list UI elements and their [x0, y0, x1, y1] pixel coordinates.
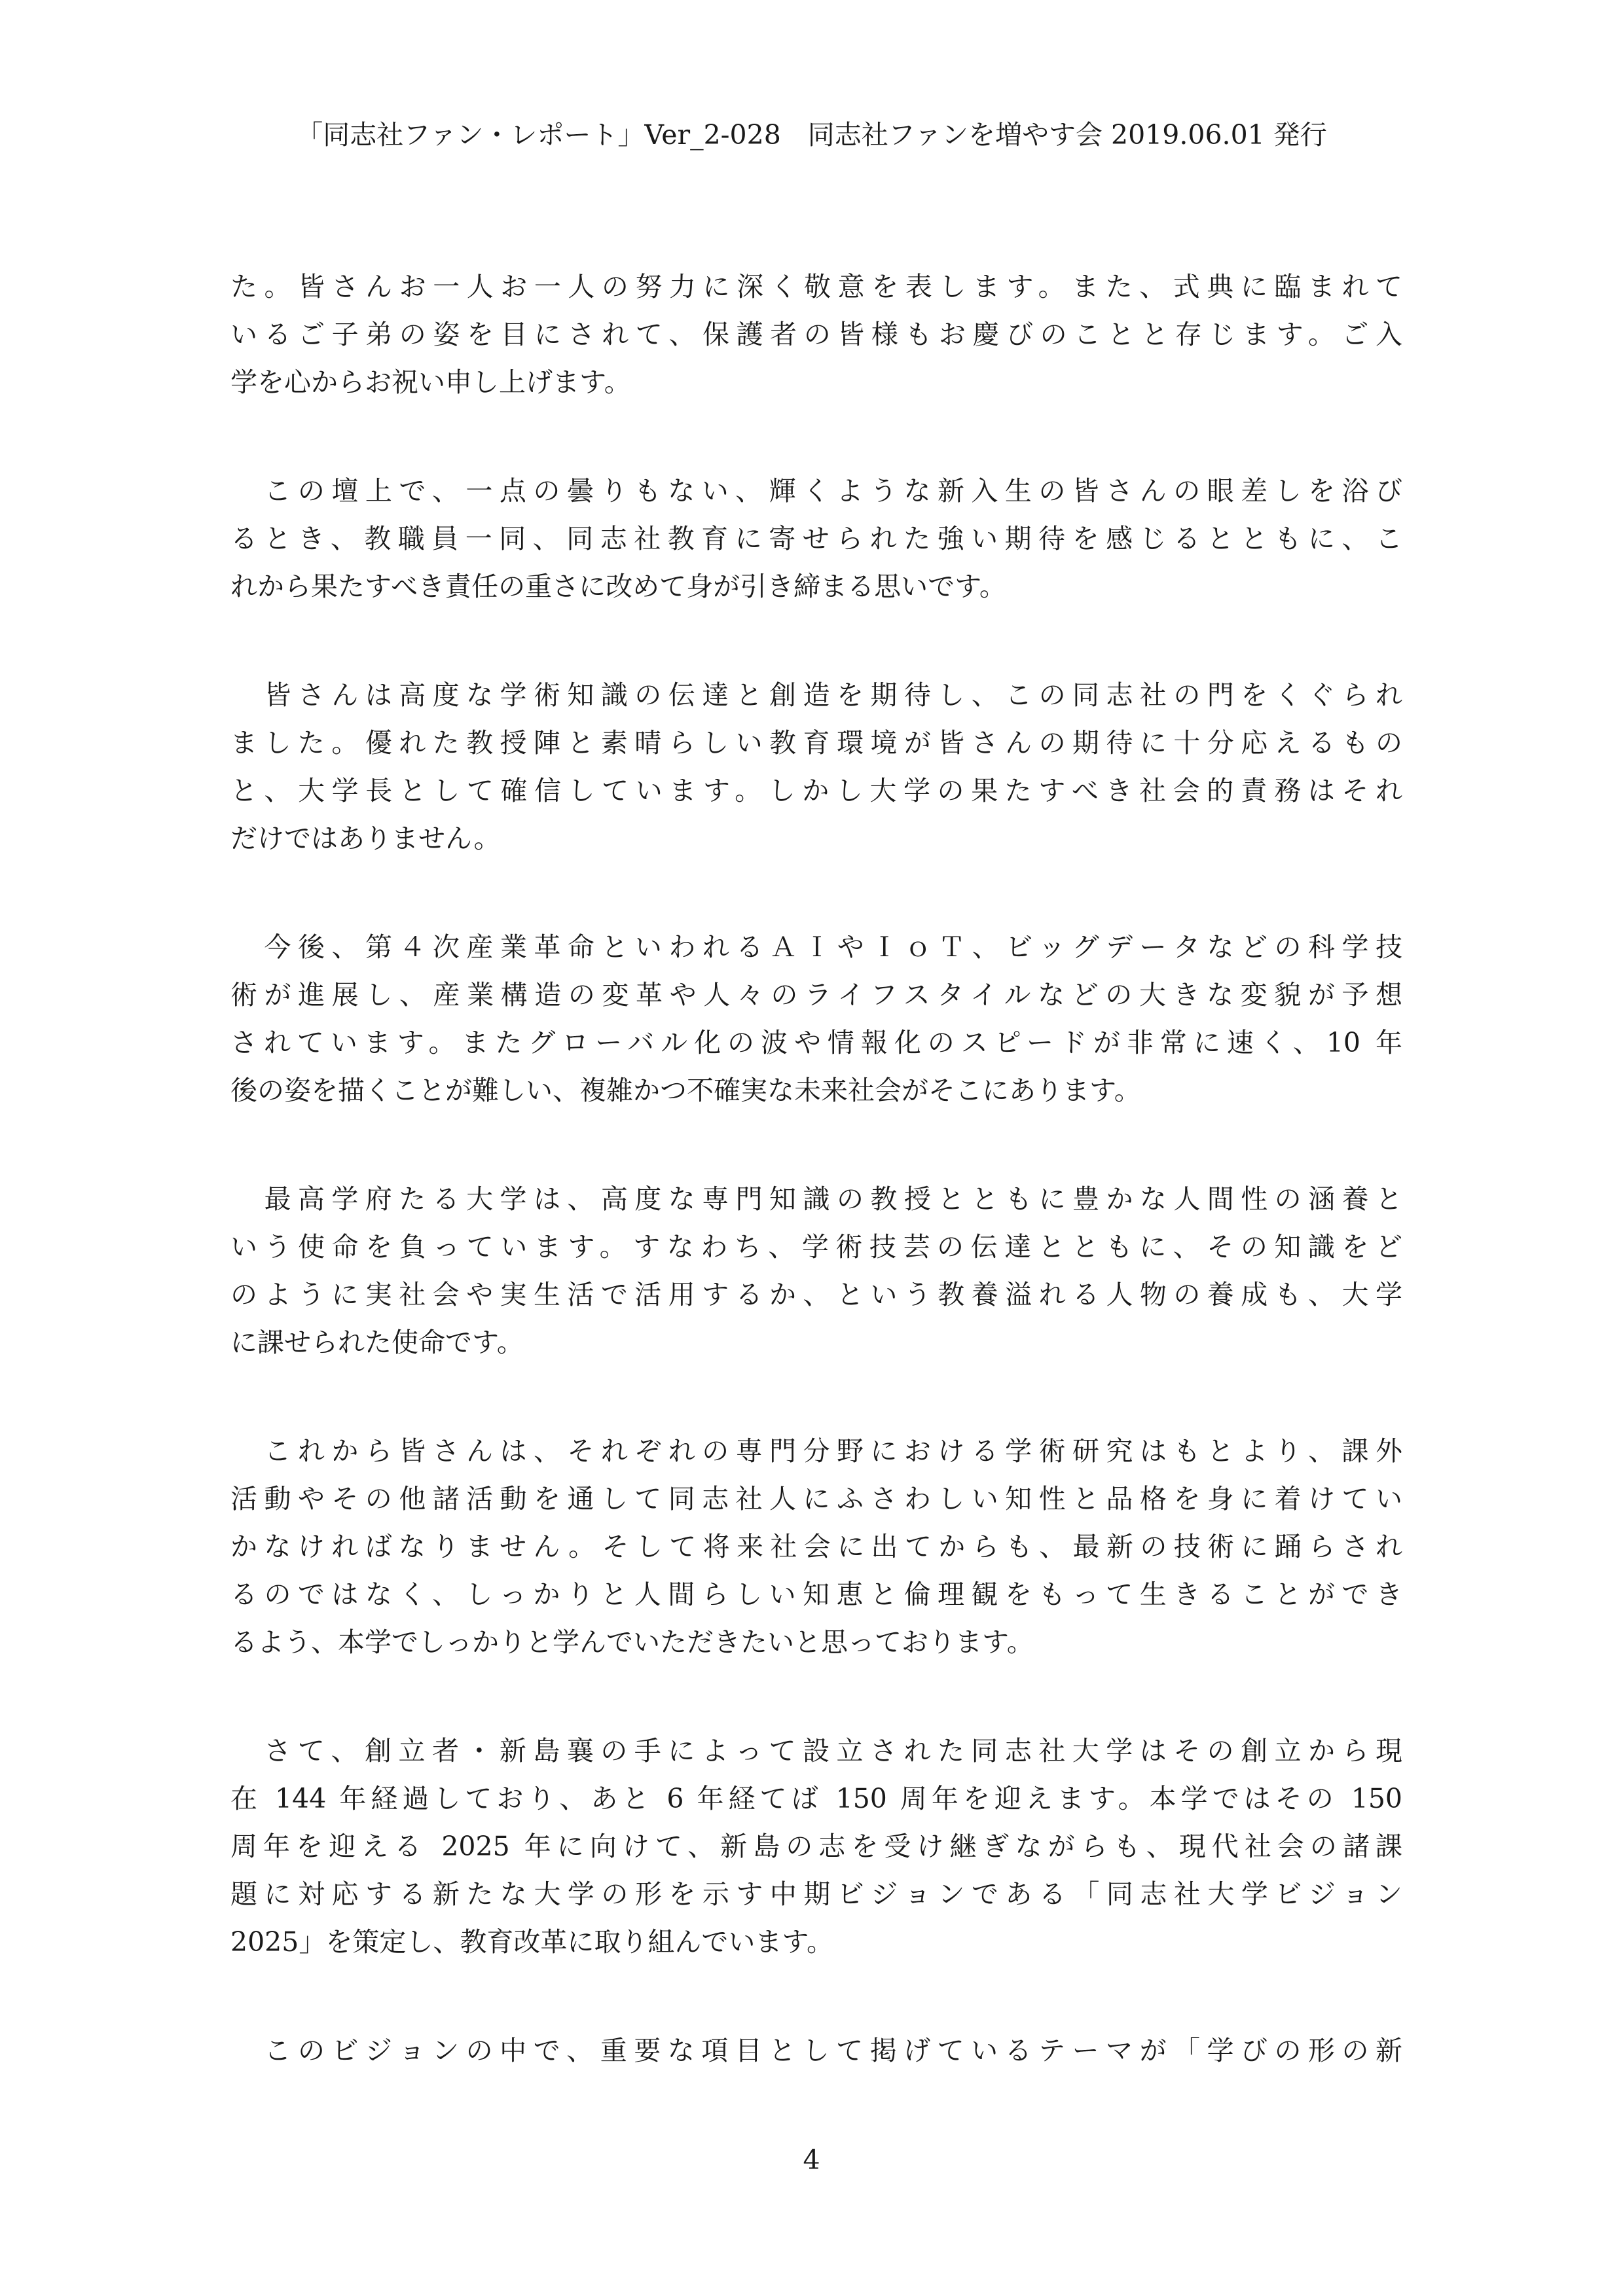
- text-line: 周年を迎える 2025 年に向けて、新島の志を受け継ぎながらも、現代社会の諸課: [230, 1831, 1402, 1862]
- text-line: 学を心からお祝い申し上げます。: [230, 367, 631, 398]
- paragraph: [230, 924, 1402, 1115]
- text-line: 皆さんは高度な学術知識の伝達と創造を期待し、この同志社の門をくぐられ: [230, 679, 1402, 711]
- page-header: 「同志社ファン・レポート」Ver_2-028 同志社ファンを増やす会 2019.06.01 発行: [296, 119, 1327, 151]
- paragraph: [230, 467, 1402, 611]
- body-text: [230, 263, 1402, 2136]
- text-line: されています。またグローバル化の波や情報化のスピードが非常に速く、10 年: [230, 1027, 1402, 1058]
- text-line: れから果たすべき責任の重さに改めて身が引き締まる思いです。: [230, 571, 1006, 602]
- text-line: 最高学府たる大学は、高度な専門知識の教授とともに豊かな人間性の涵養と: [230, 1183, 1402, 1215]
- text-line: だけではありません。: [230, 823, 501, 854]
- text-line: と、大学長として確信しています。しかし大学の果たすべき社会的責務はそれ: [230, 775, 1402, 806]
- text-line: この壇上で、一点の曇りもない、輝くような新入生の皆さんの眼差しを浴び: [230, 475, 1402, 507]
- text-line: これから皆さんは、それぞれの専門分野における学術研究はもとより、課外: [230, 1435, 1402, 1467]
- text-line: るよう、本学でしっかりと学んでいただきたいと思っております。: [230, 1626, 1034, 1658]
- paragraph: [230, 1727, 1402, 1966]
- text-line: 今後、第４次産業革命といわれるＡＩやＩｏＴ、ビッグデータなどの科学技: [230, 931, 1402, 963]
- paragraph: [230, 672, 1402, 863]
- text-line: 活動やその他諸活動を通して同志社人にふさわしい知性と品格を身に着けてい: [230, 1483, 1402, 1515]
- text-line: るとき、教職員一同、同志社教育に寄せられた強い期待を感じるとともに、こ: [230, 523, 1402, 554]
- paragraph: [230, 263, 1402, 406]
- text-line: に課せられた使命です。: [230, 1327, 524, 1358]
- text-line: 術が進展し、産業構造の変革や人々のライフスタイルなどの大きな変貌が予想: [230, 979, 1402, 1011]
- text-line: 在 144 年経過しており、あと 6 年経てば 150 周年を迎えます。本学ではその 150: [230, 1783, 1402, 1814]
- text-line: るのではなく、しっかりと人間らしい知恵と倫理観をもって生きることができ: [230, 1579, 1402, 1610]
- paragraph: [230, 1175, 1402, 1367]
- text-line: いう使命を負っています。すなわち、学術技芸の伝達とともに、その知識をど: [230, 1231, 1402, 1263]
- text-line: かなければなりません。そして将来社会に出てからも、最新の技術に踊らされ: [230, 1531, 1402, 1562]
- paragraph: [230, 1427, 1402, 1666]
- paragraph: [230, 2027, 1402, 2075]
- text-line: 題に対応する新たな大学の形を示す中期ビジョンである「同志社大学ビジョン: [230, 1878, 1402, 1910]
- text-line: さて、創立者・新島襄の手によって設立された同志社大学はその創立から現: [230, 1735, 1402, 1767]
- text-line: 2025」を策定し、教育改革に取り組んでいます。: [230, 1926, 834, 1958]
- text-line: ました。優れた教授陣と素晴らしい教育環境が皆さんの期待に十分応えるもの: [230, 727, 1402, 759]
- page-number: 4: [803, 2144, 820, 2176]
- text-line: 後の姿を描くことが難しい、複雑かつ不確実な未来社会がそこにあります。: [230, 1075, 1141, 1106]
- text-line: このビジョンの中で、重要な項目として掲げているテーマが「学びの形の新: [230, 2035, 1402, 2066]
- text-line: た。皆さんお一人お一人の努力に深く敬意を表します。また、式典に臨まれて: [230, 271, 1402, 302]
- text-line: いるご子弟の姿を目にされて、保護者の皆様もお慶びのことと存じます。ご入: [230, 319, 1402, 350]
- text-line: のように実社会や実生活で活用するか、という教養溢れる人物の養成も、大学: [230, 1279, 1402, 1310]
